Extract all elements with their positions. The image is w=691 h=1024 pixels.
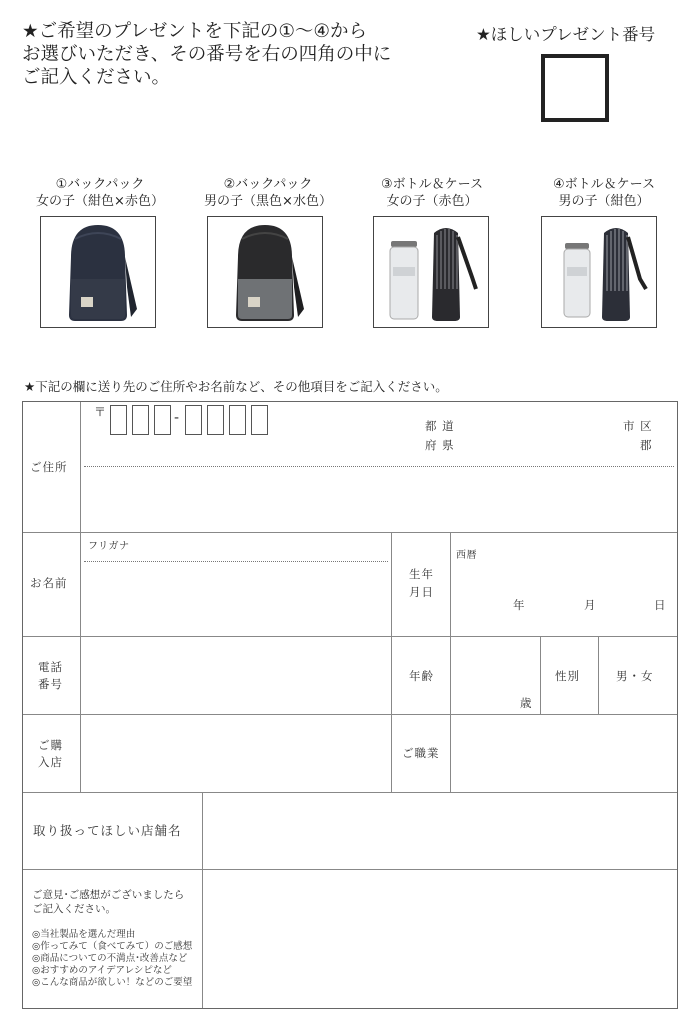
comment-title-line-1: ご意見･ご感想がございましたら <box>32 889 185 901</box>
year-label: 年 <box>513 598 526 612</box>
name-field[interactable] <box>84 566 388 632</box>
prize-1-name: ①バックパック <box>55 177 145 192</box>
intro-line-2: お選びいただき、その番号を右の四角の中に <box>22 44 392 65</box>
divider <box>23 792 677 793</box>
intro-line-1: ★ご希望のプレゼントを下記の①～④から <box>22 21 368 42</box>
shop-field[interactable] <box>84 718 388 788</box>
divider <box>80 402 81 792</box>
shop-label-1: ご購 <box>38 738 63 752</box>
store-wish-field[interactable] <box>206 796 674 866</box>
prize-2-caption <box>183 176 353 210</box>
prize-4-photo <box>541 216 657 328</box>
age-field[interactable] <box>454 640 536 692</box>
prize-3-caption <box>347 176 517 210</box>
gender-options[interactable]: 男・女 <box>616 669 654 683</box>
shop-label-2: 入店 <box>38 755 63 769</box>
divider <box>540 636 541 714</box>
comment-title <box>32 888 184 916</box>
prize-3-variant: 女の子（赤色） <box>386 194 478 209</box>
address-dotted-line <box>84 466 674 467</box>
prize-1-caption <box>15 176 185 210</box>
intro-text <box>22 20 391 89</box>
comment-hint: ◎作ってみて（食べてみて）のご感想 <box>32 941 193 952</box>
divider <box>23 714 677 715</box>
prize-1-variant: 女の子（紺色×赤色） <box>36 194 164 209</box>
address-field[interactable] <box>84 470 674 528</box>
prize-2-name: ②バックパック <box>223 177 313 192</box>
zip-mark: 〒 <box>94 405 108 419</box>
zip-digit-box[interactable] <box>185 405 202 435</box>
prize-3-name: ③ボトル＆ケース <box>380 177 483 192</box>
comment-hint: ◎商品についての不満点･改善点など <box>32 953 188 964</box>
divider <box>23 636 677 637</box>
prefecture-label-bottom: 府 県 <box>425 438 455 452</box>
zip-dash: - <box>174 410 181 426</box>
black-backpack-icon <box>208 217 322 327</box>
phone-field[interactable] <box>84 640 388 710</box>
birthdate-field[interactable] <box>454 562 674 594</box>
name-label: お名前 <box>30 576 68 590</box>
divider <box>598 636 599 714</box>
prize-4-caption <box>519 176 689 210</box>
divider <box>450 532 451 792</box>
store-wish-label: 取り扱ってほしい店舗名 <box>33 823 182 838</box>
comment-hint: ◎当社製品を選んだ理由 <box>32 929 136 940</box>
divider <box>23 532 677 533</box>
zip-digit-box[interactable] <box>207 405 224 435</box>
zip-digit-box[interactable] <box>251 405 268 435</box>
navy-backpack-icon <box>41 217 155 327</box>
phone-label-2: 番号 <box>38 677 63 691</box>
zip-digit-box[interactable] <box>110 405 127 435</box>
address-label: ご住所 <box>30 460 68 474</box>
comment-hint: ◎こんな商品が欲しい！などのご要望 <box>32 977 193 988</box>
furigana-dotted-line <box>84 561 388 562</box>
job-field[interactable] <box>454 718 674 788</box>
prize-4-name: ④ボトル＆ケース <box>552 177 655 192</box>
intro-line-3: ご記入ください。 <box>22 67 171 88</box>
comment-title-line-2: ご記入ください。 <box>32 903 116 915</box>
zip-digit-box[interactable] <box>154 405 171 435</box>
prize-1-photo <box>40 216 156 328</box>
prize-4-variant: 男の子（紺色） <box>558 194 650 209</box>
phone-label-1: 電話 <box>38 660 63 674</box>
bottle-case-icon <box>374 217 488 327</box>
job-label: ご職業 <box>402 746 440 760</box>
divider <box>391 532 392 792</box>
furigana-label: フリガナ <box>88 541 130 552</box>
day-label: 日 <box>654 598 667 612</box>
divider <box>23 869 677 870</box>
zip-digit-box[interactable] <box>229 405 246 435</box>
divider <box>202 792 203 1008</box>
prize-2-photo <box>207 216 323 328</box>
city-label-bottom: 郡 <box>640 438 653 452</box>
birth-label-1: 生年 <box>409 567 434 581</box>
comment-hint: ◎おすすめのアイデアレシピなど <box>32 965 172 976</box>
comment-field[interactable] <box>206 873 674 1005</box>
prize-3-photo <box>373 216 489 328</box>
city-label-top: 市 区 <box>623 419 653 433</box>
age-unit: 歳 <box>520 696 533 710</box>
gender-label: 性別 <box>555 669 580 683</box>
birth-label-2: 月日 <box>409 585 434 599</box>
zip-digit-box[interactable] <box>132 405 149 435</box>
comment-hints <box>32 929 192 989</box>
form-instruction: ★下記の欄に送り先のご住所やお名前など、その他項目をご記入ください。 <box>24 379 448 394</box>
seireki-label: 西暦 <box>456 550 477 561</box>
furigana-field[interactable] <box>84 548 388 560</box>
age-label: 年齢 <box>409 669 434 683</box>
wanted-number-label: ★ほしいプレゼント番号 <box>476 25 656 44</box>
month-label: 月 <box>584 598 597 612</box>
prefecture-label-top: 都 道 <box>425 419 455 433</box>
prize-2-variant: 男の子（黒色×水色） <box>204 194 332 209</box>
wanted-number-box[interactable] <box>541 54 609 122</box>
bottle-case-icon <box>542 217 656 327</box>
